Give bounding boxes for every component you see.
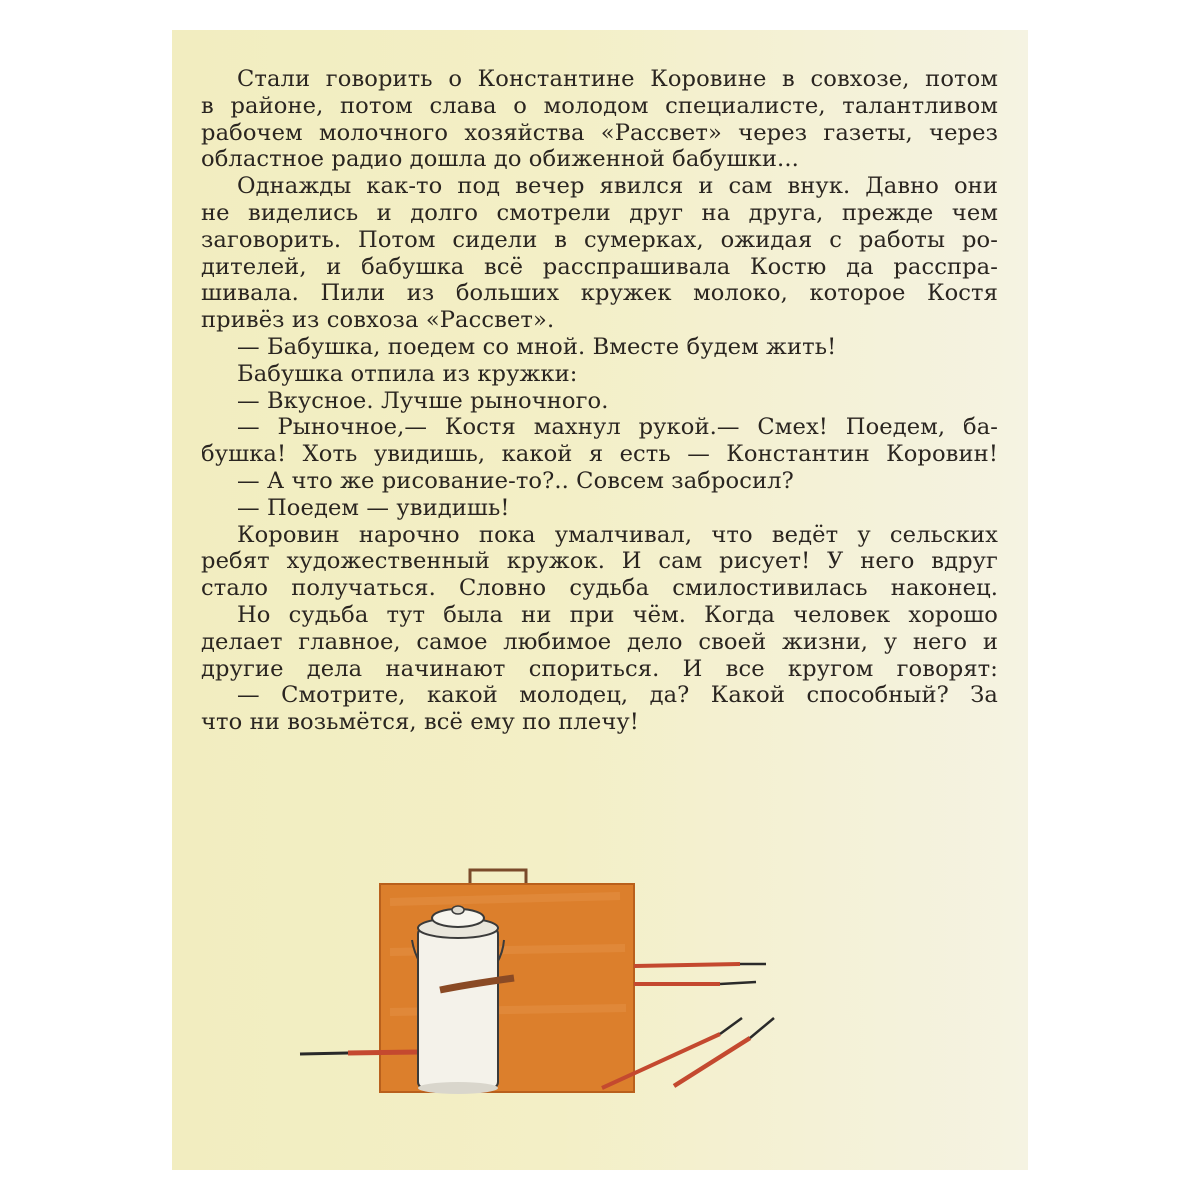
text-line: что ни возьмётся, всё ему по плечу!: [201, 709, 639, 736]
text-line: Коровин нарочно пока умалчивал, что ведёт у сельских: [237, 521, 998, 548]
text-line: рабочем молочного хозяйства «Рассвет» через газеты, через: [201, 119, 998, 146]
text-line: бушка! Хоть увидишь, какой я есть — Константин Коровин!: [201, 441, 998, 468]
text-line: — Бабушка, поедем со мной. Вместе будем жить!: [237, 333, 837, 360]
text-line: не виделись и долго смотрели друг на друга, прежде чем: [201, 199, 998, 226]
text-line: Однажды как-то под вечер явился и сам внук. Давно они: [237, 173, 998, 200]
text-line: Бабушка отпила из кружки:: [237, 360, 578, 387]
brush-left: [300, 1052, 420, 1054]
brush-long-2: [634, 982, 756, 984]
brush-crossed-2: [674, 1018, 774, 1086]
page-text: [201, 66, 998, 736]
text-line: — А что же рисование-то?.. Совсем забросил?: [237, 467, 794, 494]
text-line: — Смотрите, какой молодец, да? Какой способный? За: [237, 682, 998, 709]
text-line: — Поедем — увидишь!: [237, 494, 510, 521]
text-line: Стали говорить о Константине Коровине в совхозе, потом: [237, 66, 998, 92]
milk-can: [412, 906, 514, 1094]
text-line: ребят художественный кружок. И сам рисует! У него вдруг: [201, 548, 998, 575]
text-line: — Вкусное. Лучше рыночного.: [237, 387, 609, 414]
text-line: Но судьба тут была ни при чём. Когда человек хорошо: [237, 601, 998, 628]
text-line: областное радио дошла до обиженной бабушки...: [201, 146, 799, 173]
text-line: дителей, и бабушка всё расспрашивала Костю да расспра-: [201, 253, 998, 280]
text-line: стало получаться. Словно судьба смилостивилась наконец.: [201, 575, 998, 602]
text-line: — Рыночное,— Костя махнул рукой.— Смех! Поедем, ба-: [237, 414, 998, 441]
text-line: другие дела начинают спориться. И все кругом говорят:: [201, 655, 998, 682]
illustration: [290, 862, 790, 1112]
text-line: заговорить. Потом сидели в сумерках, ожидая с работы ро-: [201, 226, 998, 253]
brush-long-1: [634, 964, 766, 966]
text-line: привёз из совхоза «Рассвет».: [201, 307, 555, 334]
text-line: делает главное, самое любимое дело своей жизни, у него и: [201, 628, 998, 655]
text-line: шивала. Пили из больших кружек молоко, которое Костя: [201, 280, 998, 307]
text-line: в районе, потом слава о молодом специалисте, талантливом: [201, 92, 998, 119]
